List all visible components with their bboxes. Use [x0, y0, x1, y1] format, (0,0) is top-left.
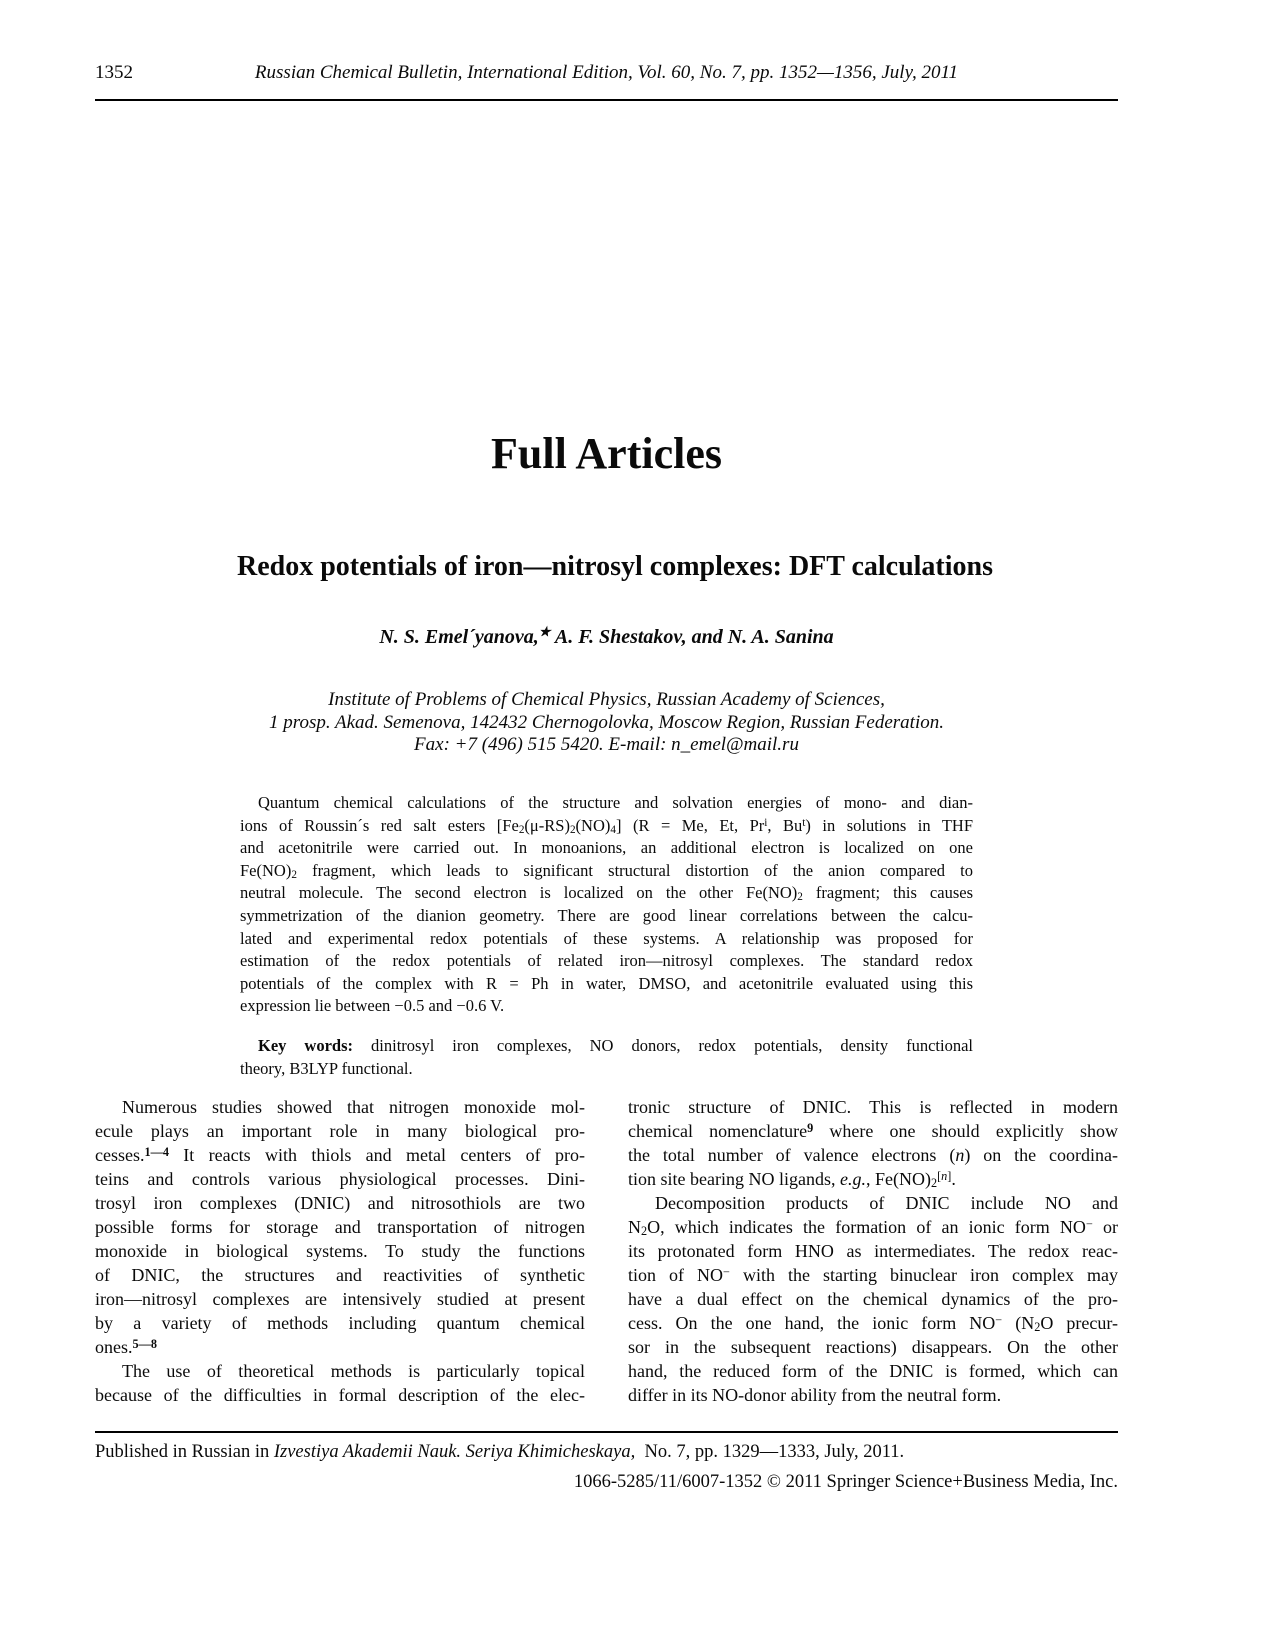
text-line: ions of Roussin´s red salt esters $[Fe_2(\mu-RS)_2(NO)_4] (R = Me$, Et, Pr$^i$, Bu$^t$) in solutions in THF [240, 815, 973, 836]
text-line: tronic structure of DNIC. This is reflected in modern [628, 1097, 1118, 1117]
body-right-column [628, 1095, 1118, 1407]
journal-header: Russian Chemical Bulletin, International Edition, Vol. 60, No. 7, pp. 1352—1356, July, 2011 [254, 62, 959, 83]
body-left-column [95, 1095, 585, 1407]
text-line: estimation of the redox potentials of related iron—nitrosyl complexes. The standard redox [240, 951, 973, 971]
page-number: 1352 [95, 62, 133, 83]
footer-published-note: Published in Russian in Izvestiya Akademii Nauk. Seriya Khimicheskaya, No. 7, pp. 1329—1333, July, 2011. [95, 1442, 905, 1462]
text-line: cess. On the one hand, the ionic form NO− ($N_2O$ precur- [628, 1312, 1118, 1335]
text-line: Key words: dinitrosyl iron complexes, NO donors, redox potentials, density functional [258, 1036, 973, 1055]
header-divider [95, 99, 1118, 101]
text-line: trosyl iron complexes (DNIC) and nitrosothiols are two [95, 1193, 585, 1213]
text-line: its protonated form HNO as intermediates. The redox reac- [628, 1241, 1118, 1261]
footer-copyright-line: 1066-5285/11/6007-1352 © 2011 Springer Science+Business Media, Inc. [573, 1472, 1118, 1492]
text-line: $N_2O$, which indicates the formation of an ionic form NO− or [628, 1216, 1118, 1239]
text-line: tion site bearing NO ligands, e.g., $Fe(NO)_2[n]$. [628, 1168, 956, 1191]
text-line: by a variety of methods including quantum chemical [95, 1313, 585, 1333]
text-line: potentials of the complex with R = Ph in water, DMSO, and acetonitrile evaluated using this [240, 973, 973, 993]
text-line: hand, the reduced form of the DNIC is formed, which can [628, 1361, 1118, 1381]
text-line: of DNIC, the structures and reactivities of synthetic [95, 1265, 585, 1285]
text-line: and acetonitrile were carried out. In monoanions, an additional electron is localized on one [240, 838, 973, 858]
text-line: the total number of valence electrons (n) on the coordina- [628, 1145, 1118, 1165]
authors-line: N. S. Emel´yanova,★ A. F. Shestakov, and N. A. Sanina [379, 624, 834, 648]
text-line: differ in its NO-donor ability from the neutral form. [628, 1385, 1002, 1405]
text-line: symmetrization of the dianion geometry. There are good linear correlations between the calcu- [240, 905, 973, 925]
text-line: expression lie between −0.5 and −0.6 V. [240, 996, 505, 1016]
text-line: have a dual effect on the chemical dynamics of the pro- [628, 1289, 1118, 1309]
body-text [95, 1095, 1118, 1407]
affiliation-line: Institute of Problems of Chemical Physics, Russian Academy of Sciences, [328, 689, 885, 710]
text-line: Numerous studies showed that nitrogen monoxide mol- [122, 1097, 585, 1117]
text-line: $Fe(NO)_2$ fragment, which leads to significant structural distortion of the anion compared to [240, 860, 973, 881]
text-line: chemical nomenclature$^9$ where one should explicitly show [628, 1120, 1118, 1141]
text-line: teins and controls various physiological processes. Dini- [95, 1169, 585, 1189]
article-title: Redox potentials of iron—nitrosyl complexes: DFT calculations [237, 551, 993, 582]
text-line: sor in the subsequent reactions) disappears. On the other [628, 1337, 1118, 1357]
text-line: The use of theoretical methods is particularly topical [122, 1361, 585, 1381]
affiliation-line: 1 prosp. Akad. Semenova, 142432 Chernogolovka, Moscow Region, Russian Federation. [269, 711, 944, 733]
text-line: cesses.$^{1—4}$ It reacts with thiols and metal centers of pro- [95, 1144, 585, 1165]
abstract-block [240, 792, 973, 1018]
text-line: because of the difficulties in formal description of the elec- [95, 1385, 585, 1405]
footer-divider [95, 1431, 1118, 1433]
text-line: possible forms for storage and transportation of nitrogen [95, 1217, 585, 1237]
affiliation-contact-line: Fax: +7 (496) 515 5420. E-mail: n_emel@mail.ru [414, 734, 799, 755]
text-line: tion of NO− with the starting binuclear iron complex may [628, 1264, 1118, 1285]
text-line: iron—nitrosyl complexes are intensively studied at present [95, 1289, 585, 1309]
section-heading: Full Articles [491, 429, 722, 478]
text-line: theory, B3LYP functional. [240, 1058, 413, 1078]
text-line: lated and experimental redox potentials of these systems. A relationship was proposed for [240, 928, 973, 948]
keywords-block [240, 1035, 973, 1080]
affiliation-block [95, 689, 1118, 757]
text-line: ones.$^{5—8}$ [95, 1336, 157, 1357]
corresponding-author-star-icon: ★ [538, 624, 551, 640]
text-line: monoxide in biological systems. To study the functions [95, 1241, 585, 1261]
text-line: ecule plays an important role in many biological pro- [95, 1121, 585, 1141]
text-line: Decomposition products of DNIC include NO and [655, 1193, 1118, 1213]
text-line: neutral molecule. The second electron is localized on the other $Fe(NO)_2$ fragment; this causes [240, 883, 973, 904]
text-line: Quantum chemical calculations of the structure and solvation energies of mono- and dian- [258, 793, 973, 812]
